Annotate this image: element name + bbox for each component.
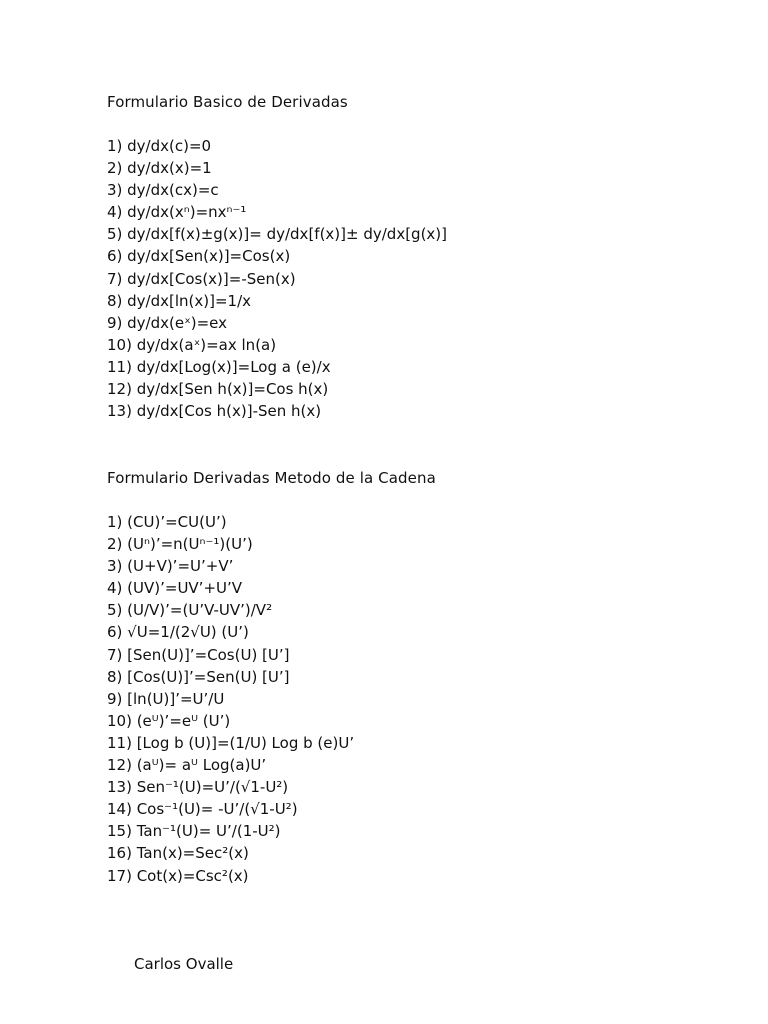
formula-item: 10) dy/dx(aˣ)=ax ln(a) <box>107 335 277 354</box>
formula-item: 3) dy/dx(cx)=c <box>107 181 219 200</box>
formula-item: 12) (aᵁ)= aᵁ Log(a)U’ <box>107 756 267 775</box>
formula-item: 6) dy/dx[Sen(x)]=Cos(x) <box>107 247 291 266</box>
chain-rule-title: Formulario Derivadas Metodo de la Cadena <box>107 469 436 487</box>
formula-item: 11) dy/dx[Log(x)]=Log a (e)/x <box>107 357 331 376</box>
formula-item: 3) (U+V)’=U’+V’ <box>107 557 234 576</box>
formula-item: 11) [Log b (U)]=(1/U) Log b (e)U’ <box>107 733 355 752</box>
formula-item: 1) dy/dx(c)=0 <box>107 137 212 155</box>
formula-item: 4) (UV)’=UV’+U’V <box>107 579 243 598</box>
formula-item: 7) dy/dx[Cos(x)]=-Sen(x) <box>107 269 296 288</box>
formula-item: 10) (eᵁ)’=eᵁ (U’) <box>107 711 231 730</box>
formula-item: 9) [ln(U)]’=U’/U <box>107 689 225 708</box>
formula-item: 15) Tan⁻¹(U)= U’/(1-U²) <box>107 822 281 841</box>
basic-derivatives-title: Formulario Basico de Derivadas <box>107 93 348 111</box>
basic-derivatives-list <box>107 135 447 422</box>
formula-item: 1) (CU)’=CU(U’) <box>107 513 227 531</box>
formula-item: 8) [Cos(U)]’=Sen(U) [U’] <box>107 667 290 686</box>
formula-item: 14) Cos⁻¹(U)= -U’/(√1-U²) <box>107 800 298 819</box>
formula-item: 13) dy/dx[Cos h(x)]-Sen h(x) <box>107 402 322 421</box>
formula-item: 6) √U=1/(2√U) (U’) <box>107 623 249 642</box>
formula-item: 8) dy/dx[ln(x)]=1/x <box>107 291 252 310</box>
formula-item: 16) Tan(x)=Sec²(x) <box>107 844 249 863</box>
formula-item: 17) Cot(x)=Csc²(x) <box>107 866 249 885</box>
formula-item: 12) dy/dx[Sen h(x)]=Cos h(x) <box>107 380 329 399</box>
formula-item: 9) dy/dx(eˣ)=ex <box>107 313 228 332</box>
formula-item: 2) dy/dx(x)=1 <box>107 159 212 178</box>
formula-item: 13) Sen⁻¹(U)=U’/(√1-U²) <box>107 778 289 797</box>
chain-rule-list <box>107 511 354 887</box>
formula-item: 7) [Sen(U)]’=Cos(U) [U’] <box>107 645 290 664</box>
formula-item: 2) (Uⁿ)’=n(Uⁿ⁻¹)(U’) <box>107 535 253 554</box>
author-signature: Carlos Ovalle <box>134 955 234 973</box>
formula-item: 5) dy/dx[f(x)±g(x)]= dy/dx[f(x)]± dy/dx[g(x)] <box>107 225 447 244</box>
formula-item: 4) dy/dx(xⁿ)=nxⁿ⁻¹ <box>107 203 247 222</box>
formula-item: 5) (U/V)’=(U’V-UV’)/V² <box>107 601 273 620</box>
